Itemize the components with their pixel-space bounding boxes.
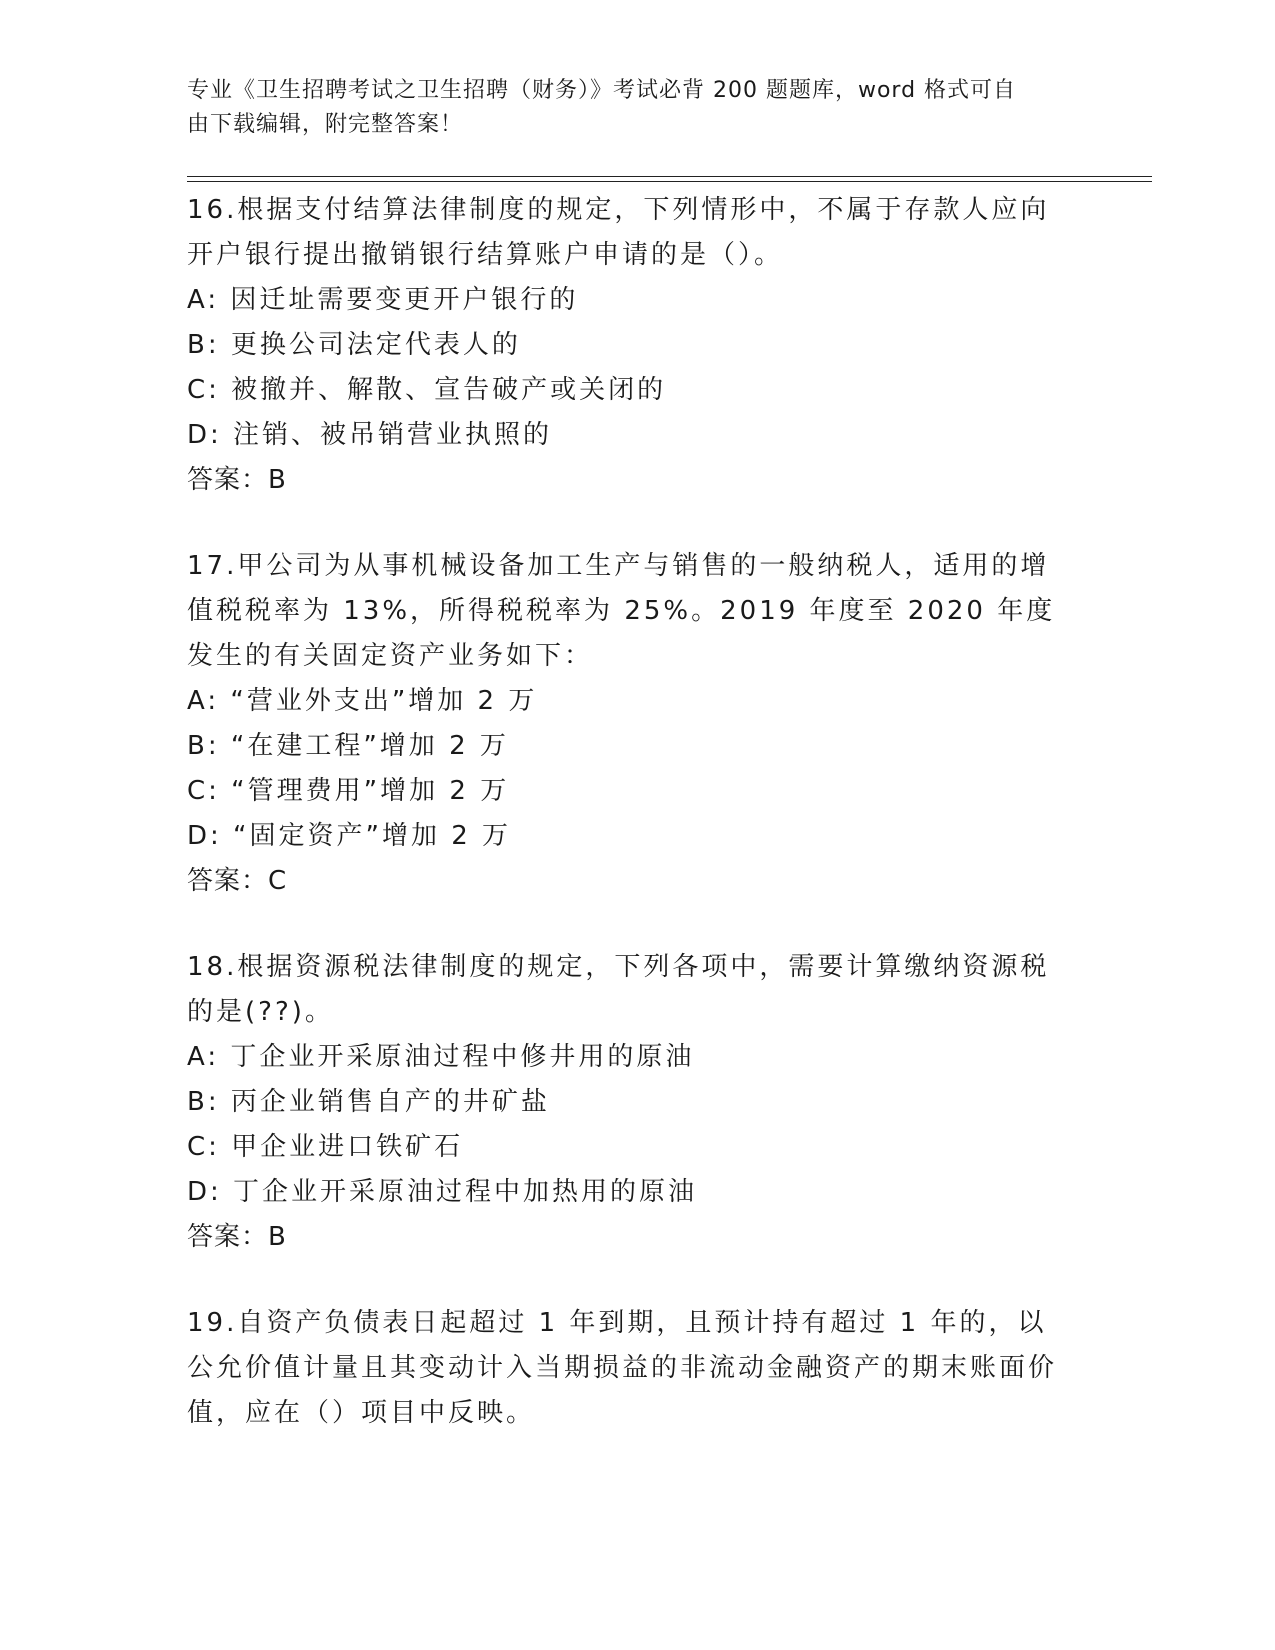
option-a: A: 丁企业开采原油过程中修井用的原油 [187,1042,695,1072]
header-divider-bottom [187,181,1152,182]
header-divider-top [187,176,1152,177]
question-text: 18.根据资源税法律制度的规定，下列各项中，需要计算缴纳资源税的是(??)。 [187,952,1050,1027]
question-19 [187,1301,1067,1436]
question-text: 16.根据支付结算法律制度的规定，下列情形中，不属于存款人应向开户银行提出撤销银行结算账户申请的是（）。 [187,195,1050,270]
option-b: B: 丙企业销售自产的井矿盐 [187,1087,550,1117]
question-text: 17.甲公司为从事机械设备加工生产与销售的一般纳税人，适用的增值税税率为 13%，所得税税率为 25%。2019 年度至 2020 年度发生的有关固定资产业务如下： [187,551,1056,671]
option-a: A: “营业外支出”增加 2 万 [187,686,538,716]
question-18 [187,945,1067,1260]
header-line-2: 由下载编辑，附完整答案！ [187,112,464,137]
question-16 [187,188,1067,503]
answer: 答案：B [187,465,287,495]
option-d: D: 注销、被吊销营业执照的 [187,420,553,450]
answer: 答案：C [187,866,288,896]
option-b: B: “在建工程”增加 2 万 [187,731,509,761]
question-text: 19.自资产负债表日起超过 1 年到期，且预计持有超过 1 年的，以公允价值计量且其变动计入当期损益的非流动金融资产的期末账面价值，应在（）项目中反映。 [187,1308,1058,1428]
option-c: C: “管理费用”增加 2 万 [187,776,510,806]
question-list [187,188,1067,1477]
option-b: B: 更换公司法定代表人的 [187,330,521,360]
option-d: D: 丁企业开采原油过程中加热用的原油 [187,1177,698,1207]
option-a: A: 因迁址需要变更开户银行的 [187,285,579,315]
option-d: D: “固定资产”增加 2 万 [187,821,512,851]
answer: 答案：B [187,1222,287,1252]
header-line-1: 专业《卫生招聘考试之卫生招聘（财务）》考试必背 200 题题库，word 格式可自 [187,78,1017,103]
question-17 [187,544,1067,904]
option-c: C: 被撤并、解散、宣告破产或关闭的 [187,375,667,405]
document-header [187,74,1067,142]
option-c: C: 甲企业进口铁矿石 [187,1132,464,1162]
